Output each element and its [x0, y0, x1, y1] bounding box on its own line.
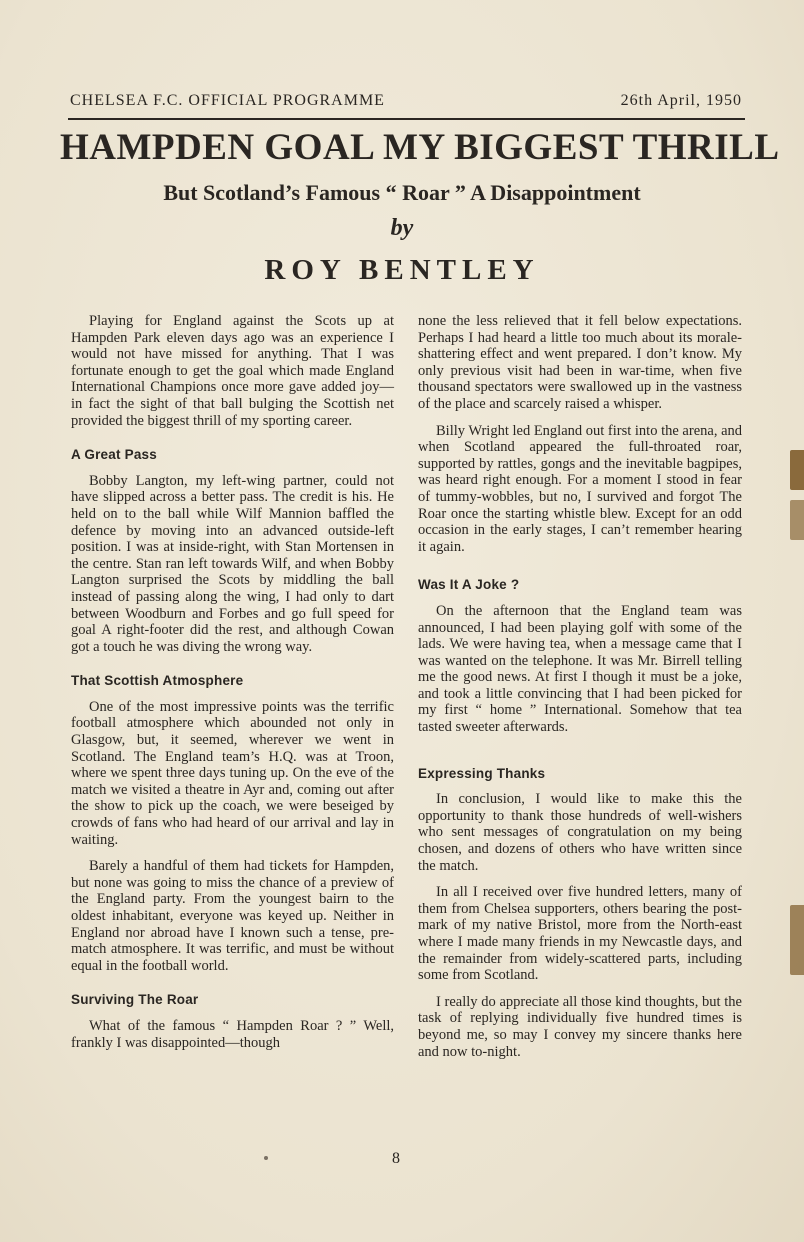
decorative-dot [264, 1156, 268, 1160]
paragraph: In all I received over five hundred letters, many of them from Chelsea supporters, others bearing the post-mark of my native Bristol, more from the North-east where I made many friends in my Newcastle days, and the remainder from widely-scattered parts, including some from Scotland. [418, 884, 742, 984]
right-column [418, 313, 742, 1070]
page-edge-stain [790, 500, 804, 540]
header-rule [68, 118, 745, 120]
page-edge-stain [790, 450, 804, 490]
issue-date: 26th April, 1950 [620, 92, 742, 109]
running-head [70, 92, 742, 110]
paragraph: Barely a handful of them had tickets for Hampden, but none was going to miss the chance of a preview of the England party. From the youngest bairn to the oldest inhabitant, everyone was keyed up. Neither in England nor abroad have I known such a tense, pre-match atmosphere. It was terrific, and must be without equal in the football world. [71, 858, 394, 974]
article-subheadline: But Scotland’s Famous “ Roar ” A Disappointment [163, 180, 641, 205]
section-heading: That Scottish Atmosphere [71, 673, 244, 689]
section-heading: A Great Pass [71, 447, 157, 463]
byline-by: by [390, 215, 414, 241]
section-heading: Expressing Thanks [418, 765, 546, 781]
article-author: ROY BENTLEY [264, 254, 540, 286]
publication-title: CHELSEA F.C. OFFICIAL PROGRAMME [70, 92, 385, 109]
paragraph: none the less relieved that it fell below expectations. Perhaps I had heard a little too much about its morale-shattering effect and went prepared. I don’t know. My only previous visit had been in war-time, when five thousand spectators were swallowed up in the vastness of the place and scarcely raised a whisper. [418, 313, 742, 412]
section-heading: Was It A Joke ? [418, 577, 520, 593]
paragraph: I really do appreciate all those kind thoughts, but the task of replying individually five hundred times is beyond me, so may I convey my sincere thanks here and now to-night. [418, 993, 742, 1060]
paragraph: One of the most impressive points was the terrific football atmosphere which abounded not only in Glasgow, but, it seemed, wherever we went in Scotland. The England team’s H.Q. was at Troon, where we spent three days tuning up. On the eve of the match we visited a theatre in Ayr and, coming out after the show to pick up the coach, we were beseiged by crowds of fans who had heard of our arrival and lay in waiting. [71, 698, 394, 848]
paragraph: Bobby Langton, my left-wing partner, could not have slipped across a better pass. The credit is his. He held on to the ball while Wilf Mannion baffled the defence by moving into an advanced outside-left position. I was at inside-right, with Stan Mortensen in the centre. Stan ran left towards Wilf, and when Bobby Langton surprised the Scots by middling the ball instead of passing along the wing, I had only to dart between Woodburn and Forbes and go full speed for goal A right-footer did the rest, and although Cowan got a touch he was diving the wrong way. [71, 472, 394, 655]
paragraph: Billy Wright led England out first into the arena, and when Scotland appeared the full-throated roar, supported by rattles, gongs and the inevitable bagpipes, was heard right enough. For a moment I stood in fear of tummy-wobbles, but no, I survived and forgot The Roar once the starting whistle blew. Except for an odd occasion in the early stages, I can’t remember hearing it again. [418, 422, 743, 555]
paragraph: In conclusion, I would like to make this the opportunity to thank those hundreds of well-wishers who sent messages of congratulation on my being chosen, and dozens of others who have written since the match. [418, 791, 742, 874]
paragraph: On the afternoon that the England team was announced, I had been playing golf with some of the lads. We were having tea, when a message came that I was wanted on the telephone. It was Mr. Birrell telling me the good news. At first I though it must be a joke, and took a little convincing that I had been picked for my first “ home ” International. Somehow that tea tasted sweeter afterwards. [418, 602, 742, 736]
section-heading: Surviving The Roar [71, 992, 199, 1008]
paragraph: Playing for England against the Scots up at Hampden Park eleven days ago was an experience I would not have missed for anything. That I was fortunate enough to get the goal which made England International Champions once more gave added joy—in fact the sight of that ball bulging the Scottish net provided the biggest thrill of my sporting career. [71, 313, 394, 429]
paragraph: What of the famous “ Hampden Roar ? ” Well, frankly I was disappointed—though [71, 1017, 394, 1051]
left-column [71, 313, 394, 1061]
page-edge-stain [790, 905, 804, 975]
article-headline: HAMPDEN GOAL MY BIGGEST THRILL [60, 127, 780, 168]
page-number: 8 [392, 1150, 400, 1167]
